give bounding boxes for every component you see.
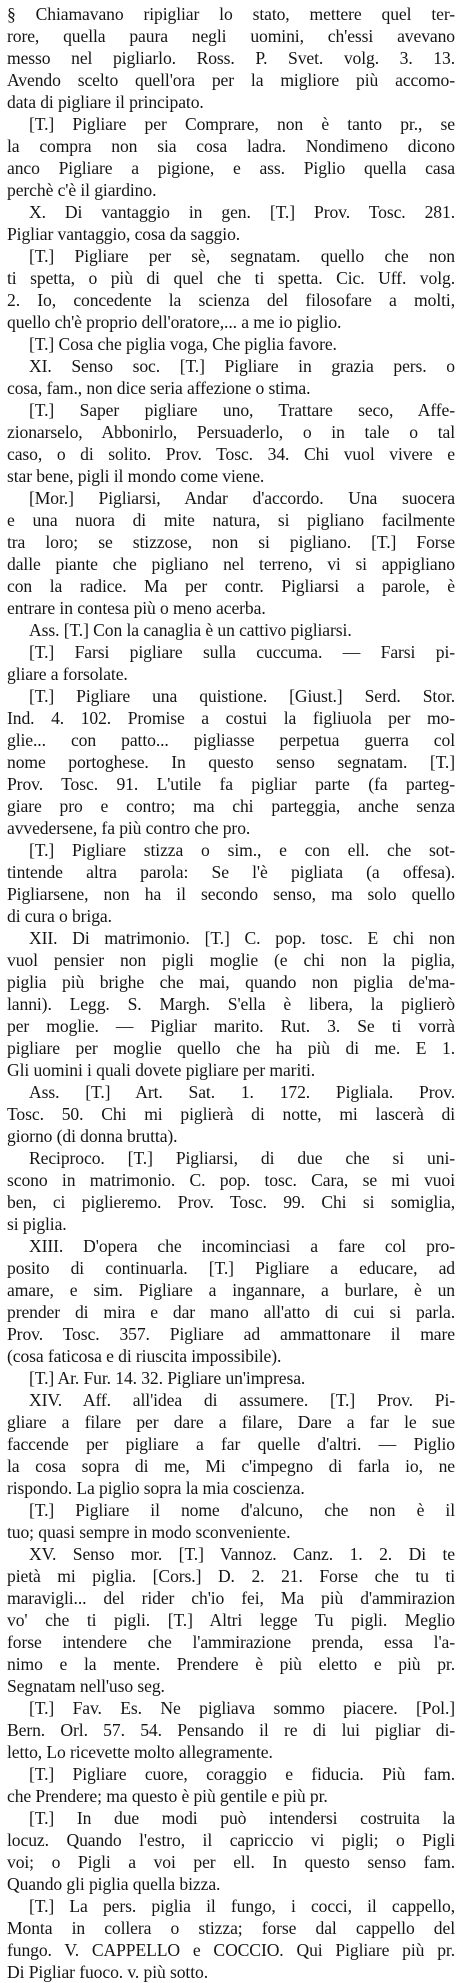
text-line: pigliare per moglie quello che ha più di me. E 1. <box>7 1038 455 1058</box>
text-line: di cura o briga. <box>7 906 112 926</box>
text-line: rore, quella paura negli uomini, ch'essi avevano <box>7 26 455 46</box>
text-line: ben, ci piglieremo. Prov. Tosc. 99. Chi si somiglia, <box>7 1192 455 1212</box>
text-line: [T.] La pers. piglia il fungo, i cocci, il cappello, <box>29 1896 455 1916</box>
text-line: messo nel pigliarlo. Ross. P. Svet. volg. 3. 13. <box>7 48 455 68</box>
text-line: Gli uomini i quali dovete pigliare per mariti. <box>7 1060 316 1080</box>
text-line: [T.] In due modi può intendersi costruita la <box>29 1808 455 1828</box>
text-line: ti spetta, o più di quel che ti spetta. Cic. Uff. volg. <box>7 268 455 288</box>
text-line: [T.] Pigliare per Comprare, non è tanto pr., se <box>29 114 455 134</box>
text-line: Quando gli piglia quella bizza. <box>7 1874 221 1894</box>
text-line: tra loro; se stizzose, non si pigliano. [T.] Forse <box>7 532 455 552</box>
text-line: amare, e sim. Pigliare a ingannare, a burlare, è un <box>7 1280 455 1300</box>
text-line: Reciproco. [T.] Pigliarsi, di due che si uni- <box>29 1148 455 1168</box>
text-line: XII. Di matrimonio. [T.] C. pop. tosc. E chi non <box>29 928 455 948</box>
text-line: giare pro e contro; ma chi parteggia, anche senza <box>7 796 455 816</box>
text-line: anco Pigliare a pigione, e ass. Piglio quella casa <box>7 158 455 178</box>
text-line: [T.] Cosa che piglia voga, Che piglia favore. <box>29 334 337 354</box>
text-line: avvedersene, fa più contro che pro. <box>7 818 251 838</box>
text-line: Avendo scelto quell'ora per la migliore più accomo- <box>7 70 455 90</box>
text-line: tuo; quasi sempre in modo sconveniente. <box>7 1522 291 1542</box>
text-line: XIII. D'opera che incominciasi a fare col pro- <box>29 1236 455 1256</box>
text-line: voi; o Pigli a voi per ell. In questo senso fam. <box>7 1852 455 1872</box>
text-line: la compra non sia cosa ladra. Nondimeno dicono <box>7 136 455 156</box>
text-line: § Chiamavano ripigliar lo stato, mettere quel ter- <box>7 4 455 24</box>
text-line: Ass. [T.] Con la canaglia è un cattivo pigliarsi. <box>29 620 352 640</box>
text-line: si piglia. <box>7 1214 67 1234</box>
text-line: forse intendere che l'ammirazione prenda, essa l'a- <box>7 1632 455 1652</box>
text-line: [T.] Pigliare il nome d'alcuno, che non è il <box>29 1500 455 1520</box>
text-line: [T.] Fav. Es. Ne pigliava sommo piacere. [Pol.] <box>29 1698 455 1718</box>
text-line: Prov. Tosc. 91. L'utile fa pigliar parte (fa parteg- <box>7 774 455 794</box>
text-line: caso, o di solito. Prov. Tosc. 34. Chi vuol vivere e <box>7 444 455 464</box>
text-line: e una nuora di mite natura, si pigliano facilmente <box>7 510 455 530</box>
text-line: Bern. Orl. 57. 54. Pensando il re di lui pigliar di- <box>7 1720 455 1740</box>
text-line: Pigliarsene, non ha il secondo senso, ma solo quello <box>7 884 455 904</box>
text-line: Monta in collera o stizza; forse dal cappello del <box>7 1918 455 1938</box>
text-line: scono in matrimonio. C. pop. tosc. Cara, se mi vuoi <box>7 1170 455 1190</box>
text-line: zionarselo, Abbonirlo, Persuaderlo, o in tale o tal <box>7 422 455 442</box>
text-line: nome portoghese. In questo senso segnatam. [T.] <box>7 752 455 772</box>
text-line: [Mor.] Pigliarsi, Andar d'accordo. Una suocera <box>29 488 455 508</box>
text-line: dalle piante che pigliano nel terreno, vi si appigliano <box>7 554 455 574</box>
text-line: Prov. Tosc. 357. Pigliare ad ammattonare il mare <box>7 1324 455 1344</box>
text-line: piglia più brighe che mai, quando non piglia de'ma- <box>7 972 455 992</box>
text-line: rispondo. La piglio sopra la mia coscienza. <box>7 1478 305 1498</box>
text-line: locuz. Quando l'estro, il capriccio vi pigli; o Pigli <box>7 1830 455 1850</box>
text-line: lanni). Legg. S. Margh. S'ella è libera, la piglierò <box>7 994 455 1014</box>
text-line: [T.] Pigliare stizza o sim., e con ell. che sot- <box>29 840 455 860</box>
text-line: XV. Senso mor. [T.] Vannoz. Canz. 1. 2. Di te <box>29 1544 455 1564</box>
text-line: gliare a filare per dare a filare, Dare a far le sue <box>7 1412 455 1432</box>
text-line: nimo e la mente. Prendere è più eletto e più pr. <box>7 1654 455 1674</box>
text-line: fungo. V. CAPPELLO e COCCIO. Qui Pigliare più pr. <box>7 1940 455 1960</box>
text-line: entrare in contesa più o meno acerba. <box>7 598 266 618</box>
text-line: Segnatam nell'uso seg. <box>7 1676 165 1696</box>
text-line: [T.] Pigliare una quistione. [Giust.] Serd. Stor. <box>29 686 455 706</box>
text-line: star bene, pigli il mondo come viene. <box>7 466 265 486</box>
text-line: Ass. [T.] Art. Sat. 1. 172. Pigliala. Prov. <box>29 1082 455 1102</box>
text-line: faccende per pigliare a far quelle d'altri. — Piglio <box>7 1434 455 1454</box>
text-line: Pigliar vantaggio, cosa da saggio. <box>7 224 241 244</box>
text-line: [T.] Farsi pigliare sulla cuccuma. — Farsi pi- <box>29 642 455 662</box>
text-line: giorno (di donna brutta). <box>7 1126 178 1146</box>
text-line: prender di mira e dar mano all'atto di cui si parla. <box>7 1302 455 1322</box>
text-line: XI. Senso soc. [T.] Pigliare in grazia pers. o <box>29 356 455 376</box>
text-line: Tosc. 50. Chi mi piglierà di notte, mi lascerà di <box>7 1104 455 1124</box>
text-line: maravigli... del rider ch'io fei, Ma più d'ammirazion <box>7 1588 455 1608</box>
text-line: vo' che ti pigli. [T.] Altri legge Tu pigli. Meglio <box>7 1610 455 1630</box>
text-line: Ind. 4. 102. Promise a costui la figliuola per mo- <box>7 708 455 728</box>
text-line: (cosa faticosa e di riuscita impossibile). <box>7 1346 282 1366</box>
text-line: data di pigliare il principato. <box>7 92 204 112</box>
text-line: [T.] Ar. Fur. 14. 32. Pigliare un'impresa. <box>29 1368 306 1388</box>
text-line: gliare a forsolate. <box>7 664 128 684</box>
text-line: 2. Io, concedente la scienza del filosofare a molti, <box>7 290 455 310</box>
text-line: la cosa sopra di me, Mi c'impegno di farla io, ne <box>7 1456 455 1476</box>
text-line: letto, Lo ricevette molto allegramente. <box>7 1742 273 1762</box>
text-line: pietà mi piglia. [Cors.] D. 2. 21. Forse che tu ti <box>7 1566 455 1586</box>
text-line: [T.] Pigliare per sè, segnatam. quello che non <box>29 246 455 266</box>
text-line: per moglie. — Pigliar marito. Rut. 3. Se ti vorrà <box>7 1016 455 1036</box>
text-line: vuol pensier non pigli moglie (e chi non la piglia, <box>7 950 455 970</box>
text-line: XIV. Aff. all'idea di assumere. [T.] Prov. Pi- <box>29 1390 455 1410</box>
text-line: posito di continuarla. [T.] Pigliare a educare, ad <box>7 1258 455 1278</box>
text-line: Di Pigliar fuoco. v. più sotto. <box>7 1962 209 1982</box>
text-line: [T.] Pigliare cuore, coraggio e fiducia. Più fam. <box>29 1764 455 1784</box>
text-line: glie... con patto... pigliasse perpetua guerra col <box>7 730 455 750</box>
text-line: tintende altra parola: Se l'è pigliata (a offesa). <box>7 862 455 882</box>
text-line: [T.] Saper pigliare uno, Trattare seco, Affe- <box>29 400 455 420</box>
text-line: perchè c'è il giardino. <box>7 180 157 200</box>
text-line: quello ch'è proprio dell'oratore,... a me io piglio. <box>7 312 342 332</box>
text-line: con la radice. Ma per contr. Pigliarsi a parole, è <box>7 576 455 596</box>
text-line: che Prendere; ma questo è più gentile e più pr. <box>7 1786 328 1806</box>
text-line: cosa, fam., non dice seria affezione o stima. <box>7 378 311 398</box>
text-line: X. Di vantaggio in gen. [T.] Prov. Tosc. 281. <box>29 202 455 222</box>
